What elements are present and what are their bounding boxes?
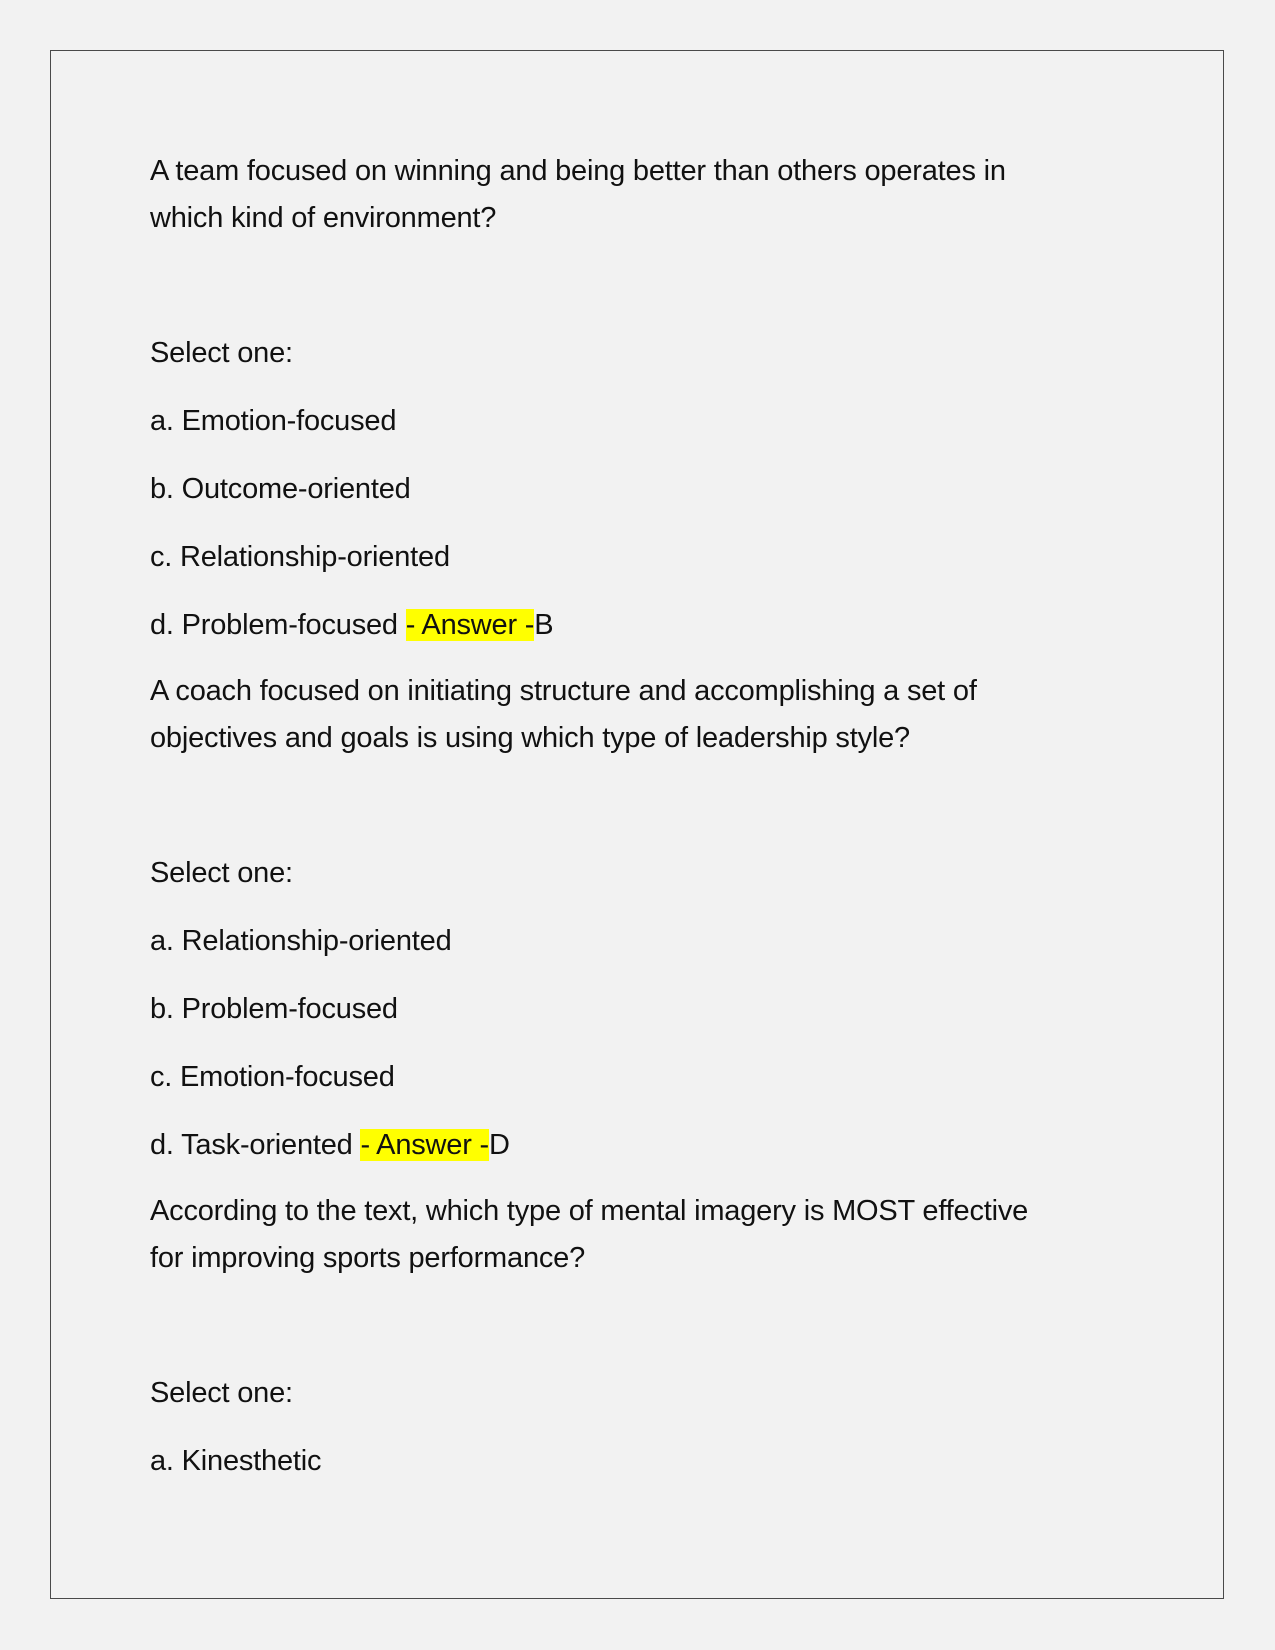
question-2-answer-marker: - Answer - bbox=[360, 1129, 489, 1161]
question-3-prompt-line-1: According to the text, which type of mental imagery is MOST effective bbox=[150, 1195, 1029, 1227]
question-1-option-d-line bbox=[150, 602, 553, 648]
question-2-option-d: d. Task-oriented bbox=[150, 1129, 353, 1161]
question-1-option-a: a. Emotion-focused bbox=[150, 405, 397, 437]
question-1-answer-value: B bbox=[534, 609, 554, 641]
question-2-answer-value: D bbox=[489, 1129, 510, 1161]
question-3-option-a: a. Kinesthetic bbox=[150, 1445, 322, 1477]
question-1-prompt-line-2: which kind of environment? bbox=[150, 202, 497, 234]
question-1-option-b: b. Outcome-oriented bbox=[150, 473, 411, 505]
question-3-prompt-line-2: for improving sports performance? bbox=[150, 1242, 586, 1274]
question-2-select-label: Select one: bbox=[150, 857, 293, 889]
question-1-option-c: c. Relationship-oriented bbox=[150, 541, 450, 573]
question-2-prompt-line-2: objectives and goals is using which type of leadership style? bbox=[150, 722, 910, 754]
question-1-answer-marker: - Answer - bbox=[405, 609, 535, 641]
question-1-prompt-line-1: A team focused on winning and being better than others operates in bbox=[150, 155, 1006, 187]
question-3-select-label: Select one: bbox=[150, 1377, 293, 1409]
question-2-option-b: b. Problem-focused bbox=[150, 993, 398, 1025]
question-2-prompt-line-1: A coach focused on initiating structure and accomplishing a set of bbox=[150, 675, 977, 707]
page-border bbox=[50, 50, 1224, 1599]
question-1-select-label: Select one: bbox=[150, 337, 293, 369]
question-2-option-d-line bbox=[150, 1122, 510, 1168]
question-1-option-d: d. Problem-focused bbox=[150, 609, 398, 641]
question-2-option-a: a. Relationship-oriented bbox=[150, 925, 452, 957]
question-2-option-c: c. Emotion-focused bbox=[150, 1061, 395, 1093]
